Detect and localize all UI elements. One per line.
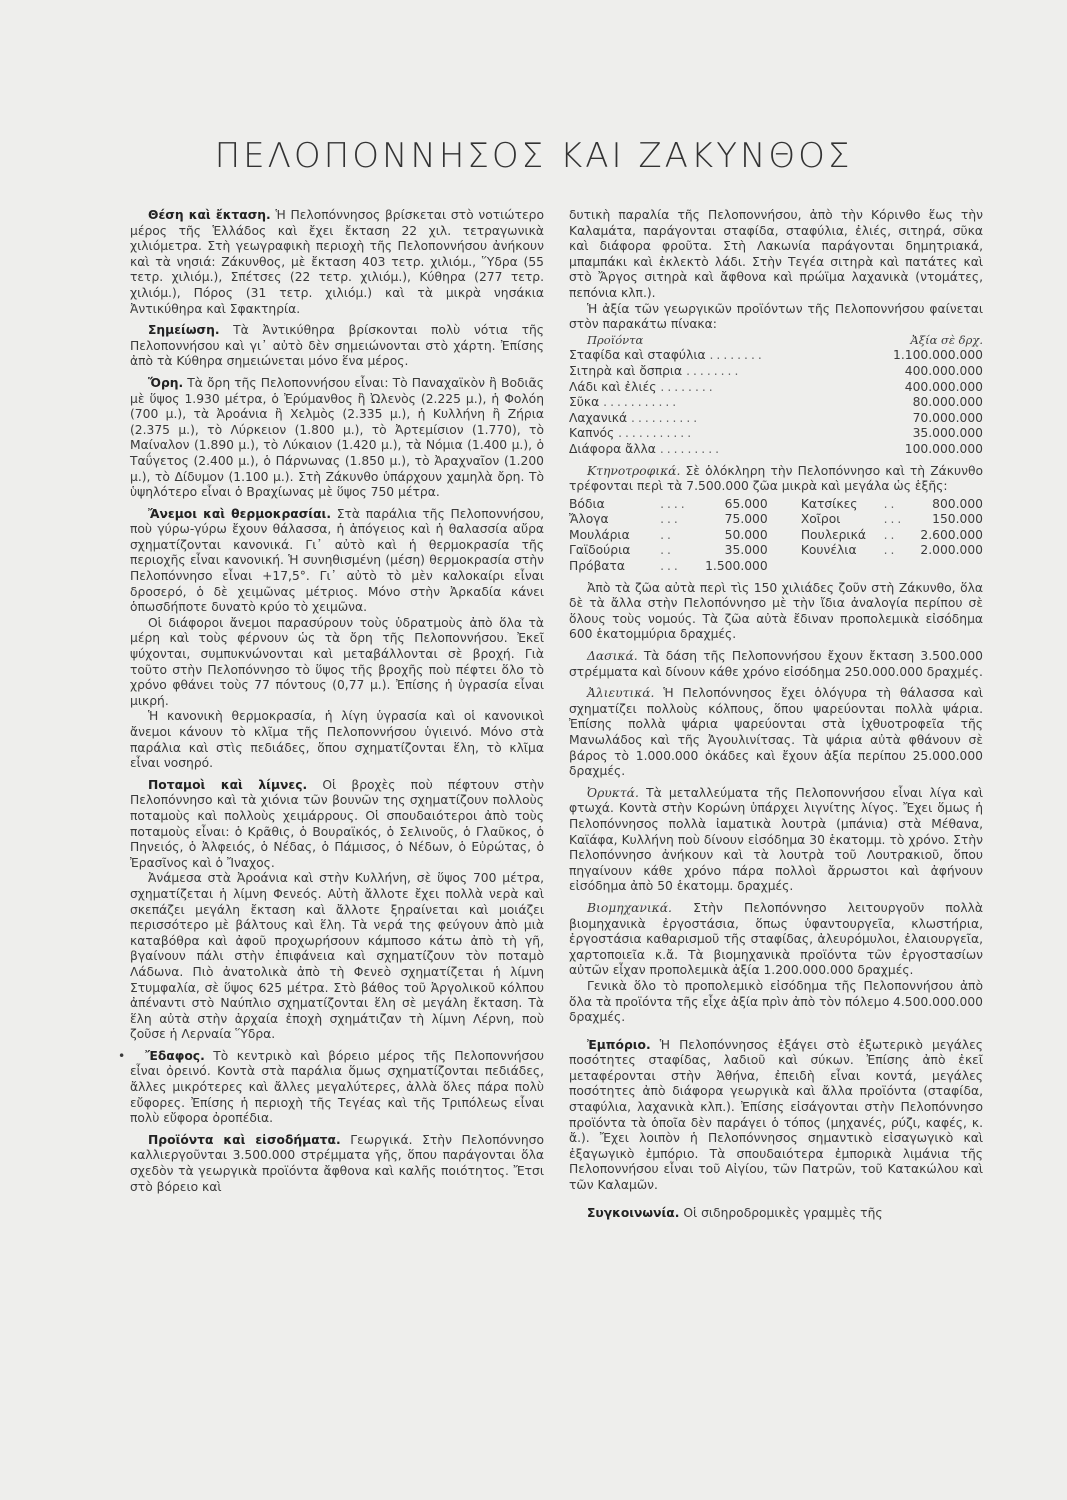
table-row [569, 559, 983, 575]
animal-count: 2.000.000 [920, 543, 983, 558]
animal-count: 1.500.000 [705, 559, 768, 574]
table-row [569, 512, 983, 528]
paragraph-proionta: Προϊόντα καὶ εἰσοδήματα. Γεωργικά. Στὴν Πελοπόννησο καλλιεργοῦνται 3.500.000 στρέμματα γῆς, ὅπου παράγονται ὅλα σχεδὸν τὰ γεωργικὰ προϊόντα ἄφθονα καὶ καλῆς ποιότητος. Ἔτσι στὸ βόρειο καὶ [130, 1132, 544, 1194]
table-header [569, 333, 983, 349]
animal-count [908, 559, 983, 575]
paragraph-orykta: Ὀρυκτά. Τὰ μεταλλεύματα τῆς Πελοποννήσου εἶναι λίγα καὶ φτωχά. Κοντὰ στὴν Κορώνη ὑπάρχει λιγνίτης λίγος. Ἔχει ὅμως ἡ Πελοπόννησος πολλὰ ἰαματικὰ λουτρὰ (μπάνια) στὰ Μέθανα, Καϊάφα, Κυλλήνη ποὺ δίνουν εἰσόδημα 30 ἑκατομμ. τὸ χρόνο. Στὴν Πελοπόννησο ἀνήκουν καὶ τὰ λουτρὰ τοῦ Λουτρακιοῦ, ὅπου πηγαίνουν κάθε χρόνο πάρα πολλοὶ ἄρρωστοι καὶ ἀφήνουν εἰσόδημα ἀπὸ 50 ἑκατομμ. δραχμές. [569, 785, 983, 894]
product-name: Σιτηρὰ καὶ ὄσπρια [569, 363, 683, 378]
paragraph-ktino: Κτηνοτροφικά. Σὲ ὁλόκληρη τὴν Πελοπόννησο καὶ τὴ Ζάκυνθο τρέφονται περὶ τὰ 7.500.000 ζῶα μικρὰ καὶ μεγάλα ὡς ἑξῆς: [569, 463, 983, 494]
paragraph-anemoi: Ἄνεμοι καὶ θερμοκρασίαι. Στὰ παράλια τῆς Πελοποννήσου, ποὺ γύρω-γύρω ἔχουν θάλασσα, ἡ ἀπόγειος καὶ ἡ θαλασσία αὔρα σχηματίζονται κανονικά. Γι᾿ αὐτὸ καὶ ἡ θερμοκρασία τῆς περιοχῆς εἶναι κανονική. Ἡ συνηθισμένη (μέση) θερμοκρασία στὴν Πελοπόννησο εἶναι +17,5°. Γι᾿ αὐτὸ τὸ μὲν καλοκαίρι εἶναι δροσερό, ὁ δὲ χειμῶνας μέτριος. Μόνο στὴν Ἀρκαδία κάνει ὁπωσδήποτε δυνατὸ κρύο τὸ χειμῶνα. [130, 506, 544, 615]
heading-viom: Βιομηχανικά. [587, 900, 672, 915]
paragraph-syg: Συγκοινωνία. Οἱ σιδηροδρομικὲς γραμμὲς τῆς [587, 1205, 883, 1220]
animal-count: 65.000 [724, 496, 768, 511]
heading-ktino: Κτηνοτροφικά. [587, 463, 681, 478]
product-value: 70.000.000 [912, 410, 983, 425]
leader-dots: ........ [686, 363, 742, 378]
table-row [569, 426, 983, 442]
heading-edafos: Ἔδαφος. [145, 1048, 205, 1063]
animal-name: Χοῖροι [800, 512, 841, 527]
product-value: 35.000.000 [912, 426, 983, 441]
product-value: 1.100.000.000 [893, 348, 983, 363]
paragraph-ori: Ὄρη. Τὰ ὄρη τῆς Πελοποννήσου εἶναι: Τὸ Παναχαϊκὸν ἢ Βοδιᾶς μὲ ὕψος 1.930 μέτρα, ὁ Ἐρύμανθος ἢ Ὠλενὸς (2.225 μ.), ἡ Φολόη (700 μ.), τὰ Ἀροάνια ἢ Χελμὸς (2.335 μ.), ἡ Κυλλήνη ἢ Ζήρια (2.375 μ.), τὸ Λύρκειον (1.800 μ.), τὸ Ἀρτεμίσιον (1.770), τὸ Μαίναλον (1.890 μ.), τὸ Λύκαιον (1.420 μ.), τὰ Νόμια (1.400 μ.), ὁ Ταΰγετος (2.400 μ.), ὁ Πάρνωνας (1.850 μ.), τὸ Ἀραχναῖον (1.200 μ.), τὸ Δίδυμον (1.100 μ.). Στὴ Ζάκυνθο ὑπάρχουν χαμηλὰ ὄρη. Τὸ ὑψηλότερο εἶναι ὁ Βραχίωνας μὲ ὕψος 750 μέτρα. [130, 375, 544, 500]
table-row [569, 497, 983, 513]
animal-count: 150.000 [932, 512, 983, 527]
animal-name: Κατσίκες [800, 496, 858, 511]
right-column [569, 208, 983, 1221]
column-header-products: Προϊόντα [587, 332, 644, 347]
heading-alieft: Ἀλιευτικά. [587, 686, 655, 701]
heading-thesi: Θέση καὶ ἔκταση. [148, 208, 271, 222]
product-name: Διάφορα ἄλλα [569, 441, 656, 456]
table-row [569, 348, 983, 364]
paragraph-alieft: Ἀλιευτικά. Ἡ Πελοπόννησος ἔχει ὁλόγυρα τὴ θάλασσα καὶ σχηματίζει πολλοὺς κόλπους, ὅπου ψαρεύονται πολλὰ ψάρια. Ἐπίσης πολλὰ ψάρια ψαρεύονται στὰ ἰχθυοτροφεῖα τῆς Μανωλάδος καὶ τῆς Ἀγουλινίτσας. Τὰ ψάρια αὐτὰ φθάνουν σὲ βάρος τὸ 1.000.000 ὀκάδες καὶ ἔχουν ἀξία περίπου 25.000.000 δραχμές. [569, 686, 983, 779]
table-row [569, 364, 983, 380]
paragraph-axia: Ἡ ἀξία τῶν γεωργικῶν προϊόντων τῆς Πελοποννήσου φαίνεται στὸν παρακάτω πίνακα: [569, 301, 983, 332]
heading-proionta: Προϊόντα καὶ εἰσοδήματα. [148, 1132, 341, 1147]
leader-dots: .... [660, 496, 688, 511]
paragraph-dasika: Δασικά. Τὰ δάση τῆς Πελοποννήσου ἔχουν ἔκταση 3.500.000 στρέμματα καὶ δίνουν κάθε χρόνο εἰσόδημα 250.000.000 δραχμές. [569, 649, 983, 679]
leader-dots: .. [660, 543, 674, 558]
paragraph-edafos: • Ἔδαφος. Τὸ κεντρικὸ καὶ βόρειο μέρος τῆς Πελοποννήσου εἶναι ὀρεινό. Κοντὰ στὰ παράλια ὅμως σχηματίζονται πεδιάδες, ἄλλες μικρότερες καὶ ἄλλες μεγαλύτερες, ἀλλὰ ὅλες πάρα πολὺ εὔφορες. Ἐπίσης ἡ περιοχὴ τῆς Τεγέας καὶ τῆς Τριπόλεως εἶναι πολὺ εὔφορα ὀροπέδια. [118, 1048, 544, 1126]
paragraph-simeiosi: Σημείωση. Τὰ Ἀντικύθηρα βρίσκονται πολὺ νότια τῆς Πελοποννήσου καὶ γι᾿ αὐτὸ δὲν σημειώνονται στὸ χάρτη. Ἐπίσης ἀπὸ τὰ Κύθηρα σημειώνεται μόνο ἕνα μέρος. [130, 323, 544, 369]
animal-count: 800.000 [932, 496, 983, 511]
heading-ori: Ὄρη. [148, 375, 184, 390]
product-name: Λαχανικά [569, 410, 628, 425]
product-name: Καπνός [569, 426, 615, 441]
paragraph-anemoi-2: Οἱ διάφοροι ἄνεμοι παρασύρουν τοὺς ὑδρατμοὺς ἀπὸ ὅλα τὰ μέρη καὶ τοὺς φέρνουν ὡς τὰ ὄρη τῆς Πελοποννήσου. Ἐκεῖ ψύχονται, συμπυκνώνονται καὶ μεταβάλλονται σὲ βροχή. Γιὰ τοῦτο στὴν Πελοπόννησο τὸ ὕψος τῆς βροχῆς ποὺ πέφτει ὅλο τὸ χρόνο φθάνει τοὺς 77 πόντους (0,77 μ.). Ἐπίσης ἡ ὑγρασία εἶναι μικρή. [130, 615, 544, 708]
animal-name: Πρόβατα [569, 559, 626, 574]
column-header-value: Ἀξία σὲ δρχ. [910, 332, 983, 347]
leader-dots: .. [883, 496, 898, 511]
heading-orykta: Ὀρυκτά. [587, 785, 639, 800]
paragraph-dytiki: δυτικὴ παραλία τῆς Πελοποννήσου, ἀπὸ τὴν Κόρινθο ἕως τὴν Καλαμάτα, παράγονται σταφίδα, σταφύλια, ἐλιές, σιτηρά, σῦκα καὶ διάφορα φροῦτα. Στὴ Λακωνία παράγονται δημητριακά, μπαμπάκι καὶ ἐκλεκτὸ λάδι. Στὴν Τεγέα σιτηρὰ καὶ πατάτες καὶ στὸ Ἄργος σιτηρὰ καὶ ἄφθονα καὶ πρώϊμα λαχανικὰ (ντομάτες, πεπόνια κλπ.). [569, 208, 983, 300]
product-value: 400.000.000 [904, 379, 983, 394]
product-name: Σῦκα [569, 395, 600, 410]
leader-dots: ... [660, 512, 681, 527]
animal-name: Πουλερικά [800, 527, 866, 542]
heading-empor: Ἐμπόριο. [587, 1037, 651, 1052]
table-row [569, 543, 983, 559]
leader-dots: .. [883, 527, 898, 542]
page-title: ΠΕΛΟΠΟΝΝΗΣΟΣ ΚΑΙ ΖΑΚΥΝΘΟΣ [214, 136, 853, 176]
paragraph-potamoi: Ποταμοὶ καὶ λίμνες. Οἱ βροχὲς ποὺ πέφτουν στὴν Πελοπόννησο καὶ τὰ χιόνια τῶν βουνῶν της σχηματίζουν πολλοὺς ποταμοὺς καὶ πολλοὺς χειμάρρους. Οἱ σπουδαιότεροι ἀπὸ τοὺς ποταμοὺς εἶναι: ὁ Κρᾶθις, ὁ Βουραϊκός, ὁ Σελινοῦς, ὁ Γλαῦκος, ὁ Πηνειός, ὁ Ἀλφειός, ὁ Νέδας, ὁ Πάμισος, ὁ Νέδων, ὁ Εὐρώτας, ὁ Ἐρασῖνος καὶ ὁ Ἴναχος. [130, 777, 544, 870]
paragraph-potamoi-2: Ἀνάμεσα στὰ Ἀροάνια καὶ στὴν Κυλλήνη, σὲ ὕψος 700 μέτρα, σχηματίζεται ἡ λίμνη Φενεός. Αὐτὴ ἄλλοτε ἔχει πολλὰ νερὰ καὶ σκεπάζει μεγάλη ἔκταση καὶ ἄλλοτε ξηραίνεται καὶ μοιάζει περισσότερο μὲ βάλτους καὶ ἕλη. Τὰ νερά της φεύγουν ἀπὸ μιὰ καταβόθρα καὶ ἀφοῦ προχωρήσουν κάμποσο κάτω ἀπὸ τὴ γῆ, βγαίνουν πάλι στὴν ἐπιφάνεια καὶ σχηματίζουν τὸν ποταμὸ Λάδωνα. Πιὸ ἀνατολικὰ ἀπὸ τὴ Φενεὸ σχηματίζεται ἡ λίμνη Στυμφαλία, σὲ ὕψος 625 μέτρα. Στὸ βάθος τοῦ Ἀργολικοῦ κόλπου ἀπέναντι στὸ Ναύπλιο σχηματίζονται ἕλη σὲ μεγάλη ἔκταση. Τὰ ἕλη αὐτὰ στὴν ἀρχαία ἐποχὴ σχημάτιζαν τὴ λίμνη Λέρνη, ποὺ ζοῦσε ἡ Λερναία Ὕδρα. [130, 871, 544, 1042]
leader-dots: ........... [603, 395, 680, 410]
leader-dots [884, 559, 909, 575]
leader-dots: ........ [709, 348, 765, 363]
animal-name: Ἄλογα [569, 512, 609, 527]
animal-count: 50.000 [724, 527, 768, 542]
animal-name: Γαϊδούρια [569, 543, 631, 558]
leader-dots: ........ [660, 379, 716, 394]
animal-count: 2.600.000 [920, 527, 983, 542]
animal-count: 35.000 [724, 543, 768, 558]
product-name: Σταφίδα καὶ σταφύλια [569, 348, 706, 363]
paragraph-geniko: Γενικὰ ὅλο τὸ προπολεμικὸ εἰσόδημα τῆς Πελοποννήσου ἀπὸ ὅλα τὰ προϊόντα τῆς εἶχε ἀξία πρὶν ἀπὸ τὸν πόλεμο 4.500.000.000 δραχμές. [569, 978, 983, 1025]
table-row [569, 411, 983, 427]
heading-dasika: Δασικά. [587, 649, 638, 664]
heading-anemoi: Ἄνεμοι καὶ θερμοκρασίαι. [148, 506, 331, 521]
leader-dots: .. [883, 543, 898, 558]
paragraph-viom: Βιομηχανικά. Στὴν Πελοπόννησο λειτουργοῦν πολλὰ βιομηχανικὰ ἐργοστάσια, ὅπως ὑφαντουργεῖα, κλωστήρια, ἐργοστάσια καθαρισμοῦ τῆς σταφίδας, ἀλευρόμυλοι, ἐλαιουργεῖα, χαρτοποιεῖα κ.ἄ. Τὰ βιομηχανικὰ προϊόντα τῶν ἐργοστασίων αὐτῶν εἶχαν προπολεμικὰ ἀξία 1.200.000.000 δραχμές. [569, 900, 983, 978]
products-table [569, 333, 983, 458]
paragraph-anemoi-3: Ἡ κανονικὴ θερμοκρασία, ἡ λίγη ὑγρασία καὶ οἱ κανονικοὶ ἄνεμοι κάνουν τὸ κλῖμα τῆς Πελοποννήσου ὑγιεινό. Μόνο στὰ παράλια καὶ στὶς πεδιάδες, ὅπου σχηματίζονται ἕλη, τὸ κλῖμα εἶναι νοσηρό. [130, 709, 544, 771]
left-column [118, 208, 544, 1195]
animal-count: 75.000 [724, 512, 768, 527]
paragraph-zoa: Ἀπὸ τὰ ζῶα αὐτὰ περὶ τὶς 150 χιλιάδες ζοῦν στὴ Ζάκυνθο, ὅλα δὲ τὰ ἄλλα στὴν Πελοπόννησο μὲ τὴν ἴδια ἀναλογία περίπου σὲ ὅλους τοὺς νομούς. Τὰ ζῶα αὐτὰ ἔδιναν προπολεμικὰ εἰσόδημα 600 ἑκατομμύρια δραχμές. [569, 580, 983, 642]
animal-name: Βόδια [569, 496, 605, 511]
leader-dots: ... [883, 512, 905, 527]
paragraph-empor: Ἐμπόριο. Ἡ Πελοπόννησος ἐξάγει στὸ ἐξωτερικὸ μεγάλες ποσότητες σταφίδας, λαδιοῦ καὶ σύκων. Ἐπίσης ἀπὸ ἐκεῖ μεταφέρονται στὴν Ἀθήνα, ἐπειδὴ εἶναι κοντά, μεγάλες ποσότητες ἀπὸ διάφορα γεωργικὰ καὶ ἄλλα προϊόντα (σταφίδα, σταφύλια, λαχανικὰ κλπ.). Ἐπίσης εἰσάγονται στὴν Πελοπόννησο προϊόντα τὰ ὁποῖα δὲν παράγει ὁ τόπος (μηχανές, ρύζι, καφές, κ. ἄ.). Ἔχει λοιπὸν ἡ Πελοπόννησος σημαντικὸ εἰσαγωγικὸ καὶ ἐξαγωγικὸ ἐμπόριο. Τὰ σπουδαιότερα ἐμπορικὰ λιμάνια τῆς Πελοποννήσου εἶναι τοῦ Αἰγίου, τῶν Πατρῶν, τοῦ Κατακώλου καὶ τῶν Καλαμῶν. [569, 1037, 983, 1193]
heading-syg: Συγκοινωνία. [587, 1205, 680, 1220]
leader-dots: ... [660, 559, 681, 574]
table-row [569, 442, 983, 458]
table-row [569, 528, 983, 544]
product-value: 100.000.000 [904, 441, 983, 456]
animal-name: Μουλάρια [569, 527, 630, 542]
heading-simeiosi: Σημείωση. [148, 323, 220, 338]
table-row [569, 395, 983, 411]
animals-table [569, 497, 983, 575]
leader-dots: ......... [659, 441, 723, 456]
animal-name: Κουνέλια [800, 543, 857, 558]
table-row [569, 380, 983, 396]
animal-name [801, 559, 884, 575]
product-name: Λάδι καὶ ἐλιές [569, 379, 657, 394]
leader-dots: .......... [631, 410, 701, 425]
heading-potamoi: Ποταμοὶ καὶ λίμνες. [148, 777, 308, 792]
leader-dots: ........... [618, 426, 695, 441]
bullet-mark: • [118, 1048, 126, 1063]
product-value: 80.000.000 [912, 395, 983, 410]
product-value: 400.000.000 [904, 363, 983, 378]
leader-dots: .. [660, 527, 674, 542]
paragraph-thesi: Θέση καὶ ἔκταση. Ἡ Πελοπόννησος βρίσκεται στὸ νοτιώτερο μέρος τῆς Ἑλλάδος καὶ ἔχει ἔκταση 22 χιλ. τετραγωνικὰ χιλιόμετρα. Στὴ γεωγραφικὴ περιοχὴ τῆς Πελοποννήσου ἀνήκουν καὶ τὰ νησιά: Ζάκυνθος, μὲ ἔκταση 403 τετρ. χιλιόμ., Ὕδρα (55 τετρ. χιλιόμ.), Σπέτσες (22 τετρ. χιλιόμ.), Κύθηρα (277 τετρ. χιλιόμ.), Πόρος (31 τετρ. χιλιόμ.) καὶ τὰ μικρὰ νησάκια Ἀντικύθηρα καὶ Σφακτηρία. [130, 208, 544, 316]
